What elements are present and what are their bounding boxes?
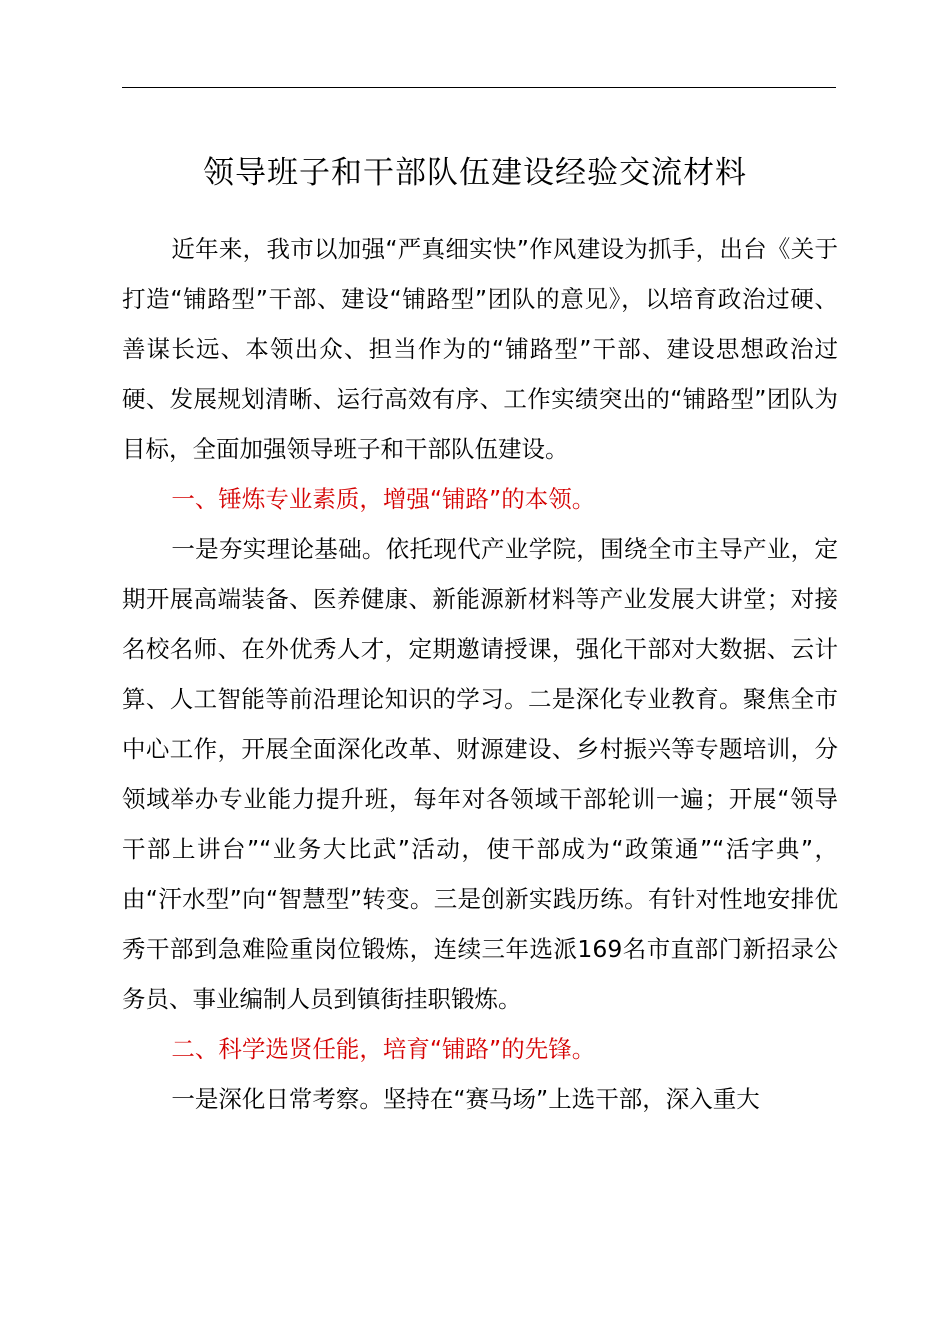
document-body <box>122 224 838 1124</box>
header-rule <box>122 87 836 88</box>
section-1-paragraph: 一是夯实理论基础。依托现代产业学院，围绕全市主导产业，定期开展高端装备、医养健康、新能源新材料等产业发展大讲堂；对接名校名师、在外优秀人才，定期邀请授课，强化干部对大数据、云计算、人工智能等前沿理论知识的学习。二是深化专业教育。聚焦全市中心工作，开展全面深化改革、财源建设、乡村振兴等专题培训，分领域举办专业能力提升班，每年对各领域干部轮训一遍；开展“领导干部上讲台”“业务大比武”活动，使干部成为“政策通”“活字典”，由“汗水型”向“智慧型”转变。三是创新实践历练。有针对性地安排优秀干部到急难险重岗位锻炼，连续三年选派169名市直部门新招录公务员、事业编制人员到镇街挂职锻炼。 <box>122 535 838 1013</box>
section-heading-1: 一、锤炼专业素质，增强“铺路”的本领。 <box>171 485 596 513</box>
document-title: 领导班子和干部队伍建设经验交流材料 <box>203 155 747 191</box>
intro-paragraph: 近年来，我市以加强“严真细实快”作风建设为抓手，出台《关于打造“铺路型”干部、建设“铺路型”团队的意见》，以培育政治过硬、善谋长远、本领出众、担当作为的“铺路型”干部、建设思想政治过硬、发展规划清晰、运行高效有序、工作实绩突出的“铺路型”团队为目标，全面加强领导班子和干部队伍建设。 <box>122 235 838 463</box>
section-2-paragraph: 一是深化日常考察。坚持在“赛马场”上选干部，深入重大 <box>171 1085 760 1113</box>
section-heading-2: 二、科学选贤任能，培育“铺路”的先锋。 <box>171 1035 596 1063</box>
